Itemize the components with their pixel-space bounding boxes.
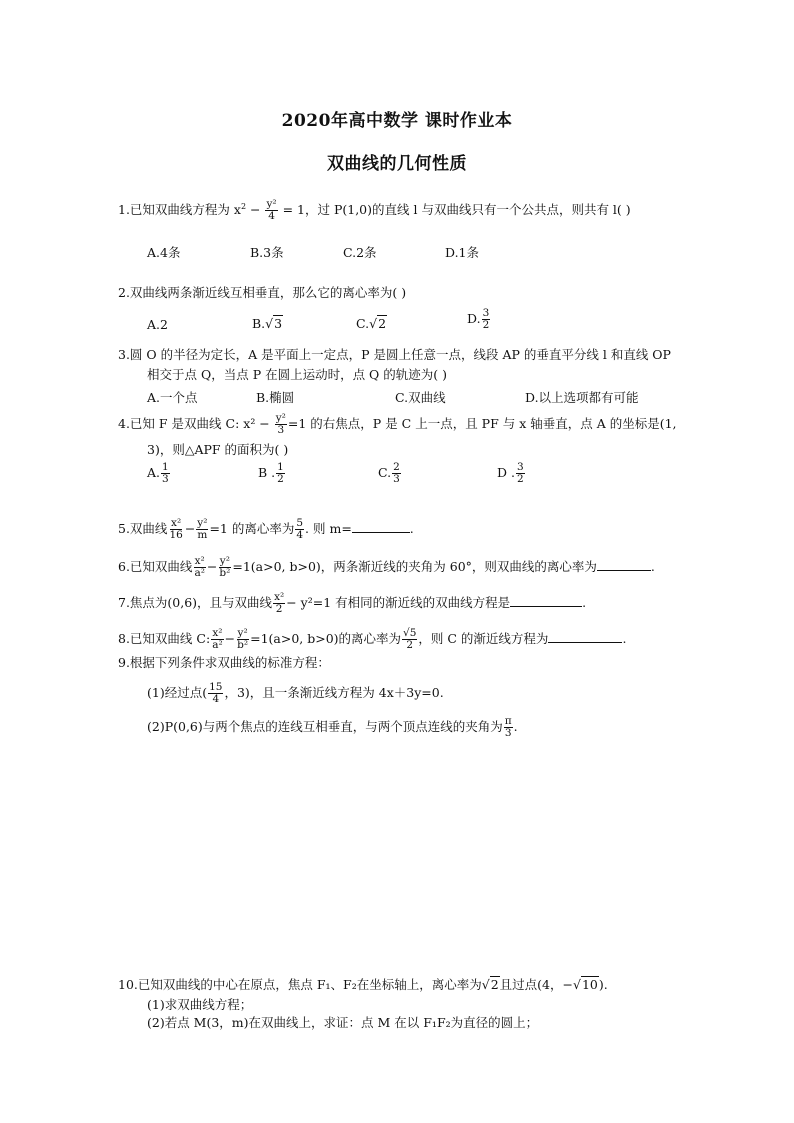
question-1: 1.已知双曲线方程为 $x^2$ − $\frac{\text{y²}}{4}$ = 1，过 P(1,0)的直线 l 与双曲线只有一个公共点，则共有 l( ) (118, 198, 631, 223)
q3-option-b: B.椭圆 (256, 390, 295, 405)
question-2: 2.双曲线两条渐近线互相垂直，那么它的离心率为( ) (118, 285, 407, 300)
q1-option-a: A.4条 (147, 245, 181, 260)
question-9-part-2: (2)P(0,6)与两个焦点的连线互相垂直，与两个顶点连线的夹角为 $\frac{\pi}{3}$ . (147, 715, 518, 739)
answer-blank[interactable] (548, 630, 622, 643)
q2-option-b: B.√3 (252, 316, 283, 331)
fraction: $\frac{\text{y²}}{4}$ (266, 198, 277, 223)
question-10-part-2: (2)若点 M(3，m)在双曲线上，求证：点 M 在以 F₁F₂为直径的圆上； (147, 1015, 539, 1030)
question-3-line-2: 相交于点 Q，当点 P 在圆上运动时，点 Q 的轨迹为( ) (147, 367, 448, 382)
q4-option-d: D . $\frac{3}{2}$ (497, 461, 524, 485)
question-4-line-1: 4.已知 F 是双曲线 C: x² − $\frac{\text{y²}}{3}$ =1 的右焦点，P 是 C 上一点，且 PF 与 x 轴垂直，点 A 的坐标是(1, (118, 412, 677, 436)
question-10: 10.已知双曲线的中心在原点，焦点 F₁、F₂在坐标轴上，离心率为√2且过点(4，−√10). (118, 977, 608, 992)
q1-option-b: B.3条 (250, 245, 284, 260)
question-9-part-1: (1)经过点( $\frac{15}{4}$ ，3)，且一条渐近线方程为 4x＋3y=0. (147, 681, 444, 705)
q3-option-a: A.一个点 (147, 390, 198, 405)
q3-option-c: C.双曲线 (395, 390, 446, 405)
question-6: 6.已知双曲线 $\frac{\text{x²}}{\text{a²}}$ − $\frac{\text{y²}}{\text{b²}}$ =1(a>0, b>0)，两条渐近线的夹角为 60°，则双曲线的离心率为 . (118, 555, 655, 579)
page-title: 2020年高中数学 课时作业本 (281, 111, 513, 131)
question-8: 8.已知双曲线 C: $\frac{\text{x²}}{\text{a²}}$ − $\frac{\text{y²}}{\text{b²}}$ =1(a>0, b>0)的离心率为 $\frac{√5}{2}$ ，则 C 的渐近线方程为 . (118, 627, 627, 651)
q2-option-a: A.2 (147, 317, 168, 332)
question-10-part-1: (1)求双曲线方程； (147, 997, 253, 1012)
q4-option-a: A. $\frac{1}{3}$ (147, 461, 169, 485)
question-7: 7.焦点为(0,6)，且与双曲线 $\frac{\text{x²}}{2}$ − y²=1 有相同的渐近线的双曲线方程是 . (118, 591, 587, 615)
q4-option-b: B . $\frac{1}{2}$ (258, 461, 284, 485)
question-5: 5.双曲线 $\frac{\text{x²}}{16}$ − $\frac{\text{y²}}{m}$ =1 的离心率为 $\frac{5}{4}$ . 则 m= . (118, 517, 414, 541)
fraction: $\frac{\text{y²}}{3}$ (275, 412, 286, 436)
answer-blank[interactable] (597, 558, 651, 571)
answer-blank[interactable] (510, 594, 582, 607)
q1-option-c: C.2条 (343, 245, 377, 260)
q4-option-c: C. $\frac{2}{3}$ (378, 461, 400, 485)
q2-option-c: C.√2 (356, 316, 387, 331)
q1-option-d: D.1条 (445, 245, 480, 260)
answer-blank[interactable] (352, 520, 410, 533)
question-4-line-2: 3)，则△APF 的面积为( ) (147, 442, 289, 457)
question-3-line-1: 3.圆 O 的半径为定长，A 是平面上一定点，P 是圆上任意一点，线段 AP 的垂直平分线 l 和直线 OP (118, 347, 671, 362)
q3-option-d: D.以上选项都有可能 (525, 390, 639, 405)
q2-option-d: D. $\frac{3}{2}$ (467, 307, 490, 331)
question-9: 9.根据下列条件求双曲线的标准方程： (118, 655, 330, 670)
page-subtitle: 双曲线的几何性质 (327, 154, 467, 174)
